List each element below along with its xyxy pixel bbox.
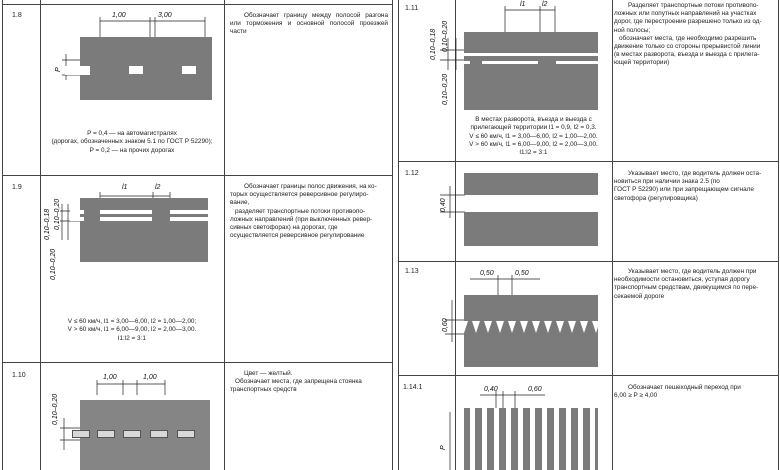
dim-1-11-l1: l1 [520,1,526,8]
triangle-1-13-11 [592,321,600,333]
dim-1-13-a: 0,50 [480,270,494,277]
triangle-1-13-5 [520,321,528,333]
triangle-1-13-8 [556,321,564,333]
triangle-1-13-0 [460,321,468,333]
caption-1-11-line-4: l1:l2 = 3:1 [519,149,548,157]
caption-1-9-line-2: l1:l2 = 3:1 [118,334,146,342]
dim-1-8-b: 3,00 [158,12,172,19]
description-1-9-line-2: вание, [230,199,250,207]
caption-1-8-line-2: P = 0,2 — на прочих дорогах [89,146,175,154]
dash-1-9-1 [70,217,84,221]
description-1-11-line-3: ной полосы; [614,26,651,34]
triangle-1-13-1 [472,321,480,333]
triangle-1-13-6 [532,321,540,333]
description-1-11-line-2: дорог, где перестроение разрешено только из од- [614,18,762,26]
triangle-1-13-2 [484,321,492,333]
dim-1-12-a: 0,40 [440,198,447,212]
dim-1-11-b: 0,10–0,20 [442,20,449,52]
road-diagram-1-8 [80,37,212,100]
dim-1-14-1-a: 0,40 [484,386,498,393]
stripe-1-14-1-9 [578,408,583,470]
description-1-12-line-2: ГОСТ Р 52290) или при запрещающем сигнале [614,186,754,194]
road-diagram-1-12-bottom [464,212,598,246]
dash-1-9-4 [170,210,208,214]
triangle-1-13-7 [544,321,552,333]
description-1-9-line-5: сивных светофорах) на дорогах, где [230,223,338,231]
road-diagram-1-11 [464,32,598,110]
stripe-1-14-1-7 [554,408,559,470]
description-1-9-line-1: торых осуществляется реверсивное регулиро- [230,191,369,199]
dash-1-8-0 [65,66,90,75]
description-1-12-line-1: новиться при наличии знака 2.5 (по [614,178,720,186]
caption-1-8-line-1: (дорогах, обозначенных знаком 5.1 по ГОСТ Р 52290); [51,138,213,146]
description-1-12 [614,170,776,203]
stripe-1-14-1-2 [494,408,499,470]
dim-1-10-a: 1,00 [103,374,117,381]
stripe-1-14-1-8 [566,408,571,470]
description-1-9-line-4: ложных направлений (при выключенных ревер- [230,215,373,223]
dim-1-9-b: 0,10–0,20 [54,198,61,230]
dash-1-9-5 [170,217,208,221]
yellow-dash-1-10-1 [97,430,115,438]
caption-1-11-line-3: V > 60 км/ч, l1 = 6,00—9,00, l2 = 2,00—3,00. [469,140,598,148]
caption-1-8-line-0: P = 0,4 — на автомагистралях [87,130,177,137]
caption-1-8 [40,130,224,155]
description-1-13-line-1: необходимости остановиться, уступая дорогу [614,276,750,284]
description-1-10-line-2: транспортных средств [230,386,297,394]
yellow-dash-1-10-3 [150,430,168,438]
description-1-9-line-6: осуществляется реверсивное регулирование [230,232,365,240]
description-1-14-1 [614,384,776,400]
dim-1-13-c: 0,60 [442,318,449,332]
road-diagram-1-10 [80,400,210,470]
row-number-1-9: 1.9 [12,184,22,191]
description-1-11 [614,2,776,68]
caption-1-9-line-1: V > 60 км/ч, l1 = 6,00—9,00, l2 = 2,00—3,00. [67,326,197,334]
dim-1-9-l2: l2 [155,184,161,191]
dim-1-10-b: 1,00 [143,374,157,381]
stripe-1-14-1-4 [518,408,523,470]
dim-1-13-b: 0,50 [515,270,529,277]
dim-1-9-c: 0,10–0,20 [50,248,57,280]
stripe-1-14-1-6 [542,408,547,470]
description-1-10-line-1: Обозначает места, где запрещена стоянка [235,378,362,386]
dim-1-11-c: 0,10–0,20 [442,73,449,105]
dash-1-8-2 [182,66,196,74]
description-1-13 [614,268,776,301]
description-1-12-line-3: светофора (регулировщика) [614,194,698,202]
description-1-14-1-line-0: Обозначает пешеходный переход при [628,384,741,391]
road-diagram-1-9 [80,198,208,262]
description-1-9-line-3: разделяет транспортные потоки противопо- [235,207,366,215]
caption-1-11-line-2: V ≤ 60 км/ч, l1 = 3,00—6,00, l2 = 1,00—2,00. [469,132,598,140]
description-1-11-line-7: ющей территории) [614,59,670,67]
dash-1-9-3 [100,217,152,221]
row-number-1-11: 1.11 [405,5,419,12]
row-number-1-14-1: 1.14.1 [403,384,423,391]
row-number-1-13: 1.13 [405,268,419,275]
description-1-14-1-line-1: 6,00 ≥ P ≥ 4,00 [614,392,658,400]
dim-1-9-l1: l1 [122,184,128,191]
description-1-11-line-5: движение только со стороны прерывистой линии [614,42,761,50]
description-1-10-line-0: Цвет — желтый. [244,370,293,377]
description-1-9 [230,183,388,240]
dash-1-9-2 [100,210,152,214]
description-1-13-line-3: секаемой дороге [614,292,665,300]
dash-1-8-1 [129,66,143,74]
description-1-9-line-0: Обозначает границы полос движения, на ко- [244,183,377,190]
stripe-1-14-1-3 [506,408,511,470]
dim-1-10-c: 0,10–0,20 [52,393,59,425]
stripe-1-14-1-1 [482,408,487,470]
description-1-11-line-6: (в местах разворота, въезда и выезда с прилега- [614,51,760,59]
dim-1-11-l2: l2 [542,1,548,8]
line-1-11-0 [464,53,598,56]
dim-1-8-p: P [55,67,62,72]
dim-1-14-1-p: P [440,445,447,450]
triangle-1-13-10 [580,321,588,333]
yellow-dash-1-10-2 [123,430,141,438]
caption-1-11-line-1: прилегающей территории l1 = 0,9, l2 = 0,3. [470,124,597,132]
stripe-1-14-1-5 [530,408,535,470]
yellow-dash-1-10-0 [72,430,90,438]
row-number-1-10: 1.10 [12,372,26,379]
dim-1-8-a: 1,00 [112,12,126,19]
caption-1-9 [40,318,224,343]
description-1-13-line-2: транспортным средствам, движущимся по пере- [614,284,759,292]
stripe-1-14-1-10 [590,408,595,470]
road-diagram-1-12-top [464,173,598,195]
triangle-1-13-3 [496,321,504,333]
stripe-1-14-1-0 [470,408,475,470]
yellow-dash-1-10-4 [177,430,195,438]
dash-1-9-0 [70,210,84,214]
description-1-8: Обозначает границу между полосой разгона или торможения и основной полосой проезжей части [230,12,388,36]
description-1-11-line-4: обозначает места, где необходимо разрешить [619,34,757,42]
dim-1-14-1-b: 0,60 [528,386,542,393]
caption-1-11-line-0: В местах разворота, въезда и выезда с [475,116,592,123]
description-1-12-line-0: Указывает место, где водитель должен оста- [628,170,762,177]
row-number-1-12: 1.12 [405,170,419,177]
description-1-11-line-0: Разделяет транспортные потоки противопо- [628,2,759,9]
triangle-1-13-4 [508,321,516,333]
caption-1-11 [455,116,612,158]
dash-1-11-2 [556,61,598,64]
dim-1-9-a: 0,10–0,18 [44,208,51,240]
description-1-11-line-1: ложных или попутных направлений на участках [614,10,757,18]
road-diagram-1-13 [464,295,598,367]
dim-1-11-a: 0,10–0,18 [430,28,437,60]
description-1-10 [230,370,388,395]
caption-1-9-line-0: V ≤ 60 км/ч, l1 = 3,00—6,00, l2 = 1,00—2,00; [67,318,197,325]
dash-1-11-0 [458,61,470,64]
dash-1-11-1 [482,61,538,64]
row-number-1-8: 1.8 [12,12,22,19]
description-1-13-line-0: Указывает место, где водитель должен при [628,268,757,275]
triangle-1-13-9 [568,321,576,333]
road-diagram-1-14-1 [464,408,598,470]
